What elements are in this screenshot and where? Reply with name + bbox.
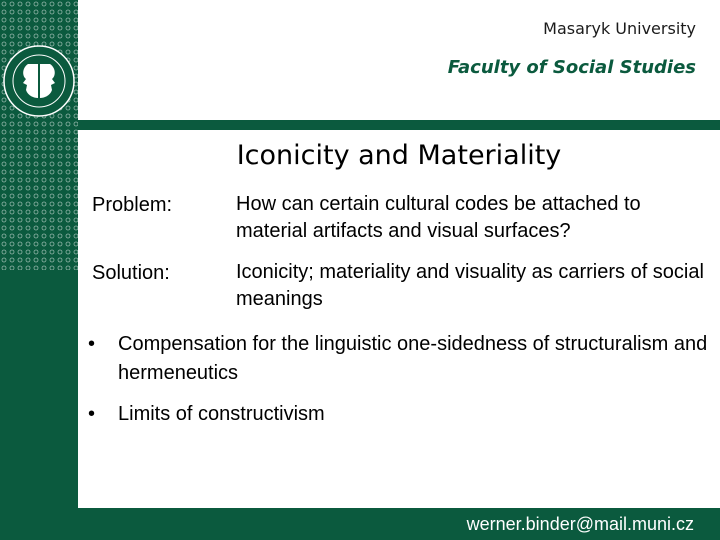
problem-term: Problem: (92, 194, 173, 216)
decorative-letter-pattern (0, 0, 78, 270)
problem-text: How can certain cultural codes be attached to material artifacts and visual surfaces? (236, 193, 641, 242)
left-sidebar (0, 0, 78, 540)
bullet-list (88, 330, 708, 441)
bullet-item (88, 330, 708, 388)
solution-text: Iconicity; materiality and visuality as carriers of social meanings (236, 261, 704, 310)
solution-term: Solution: (92, 262, 170, 284)
header-divider-bar (78, 120, 720, 130)
contact-email[interactable]: werner.binder@mail.muni.cz (466, 514, 694, 534)
bullet-item (88, 400, 708, 429)
bullet-text: Compensation for the linguistic one-sidedness of structuralism and hermeneutics (118, 333, 708, 384)
university-name: Masaryk University (543, 19, 696, 38)
masaryk-university-seal-icon (2, 44, 76, 118)
bullet-text: Limits of constructivism (118, 403, 325, 425)
faculty-name: Faculty of Social Studies (447, 57, 696, 78)
bullet-icon: • (88, 403, 96, 425)
slide-title: Iconicity and Materiality (236, 140, 562, 171)
bullet-icon: • (88, 333, 96, 355)
